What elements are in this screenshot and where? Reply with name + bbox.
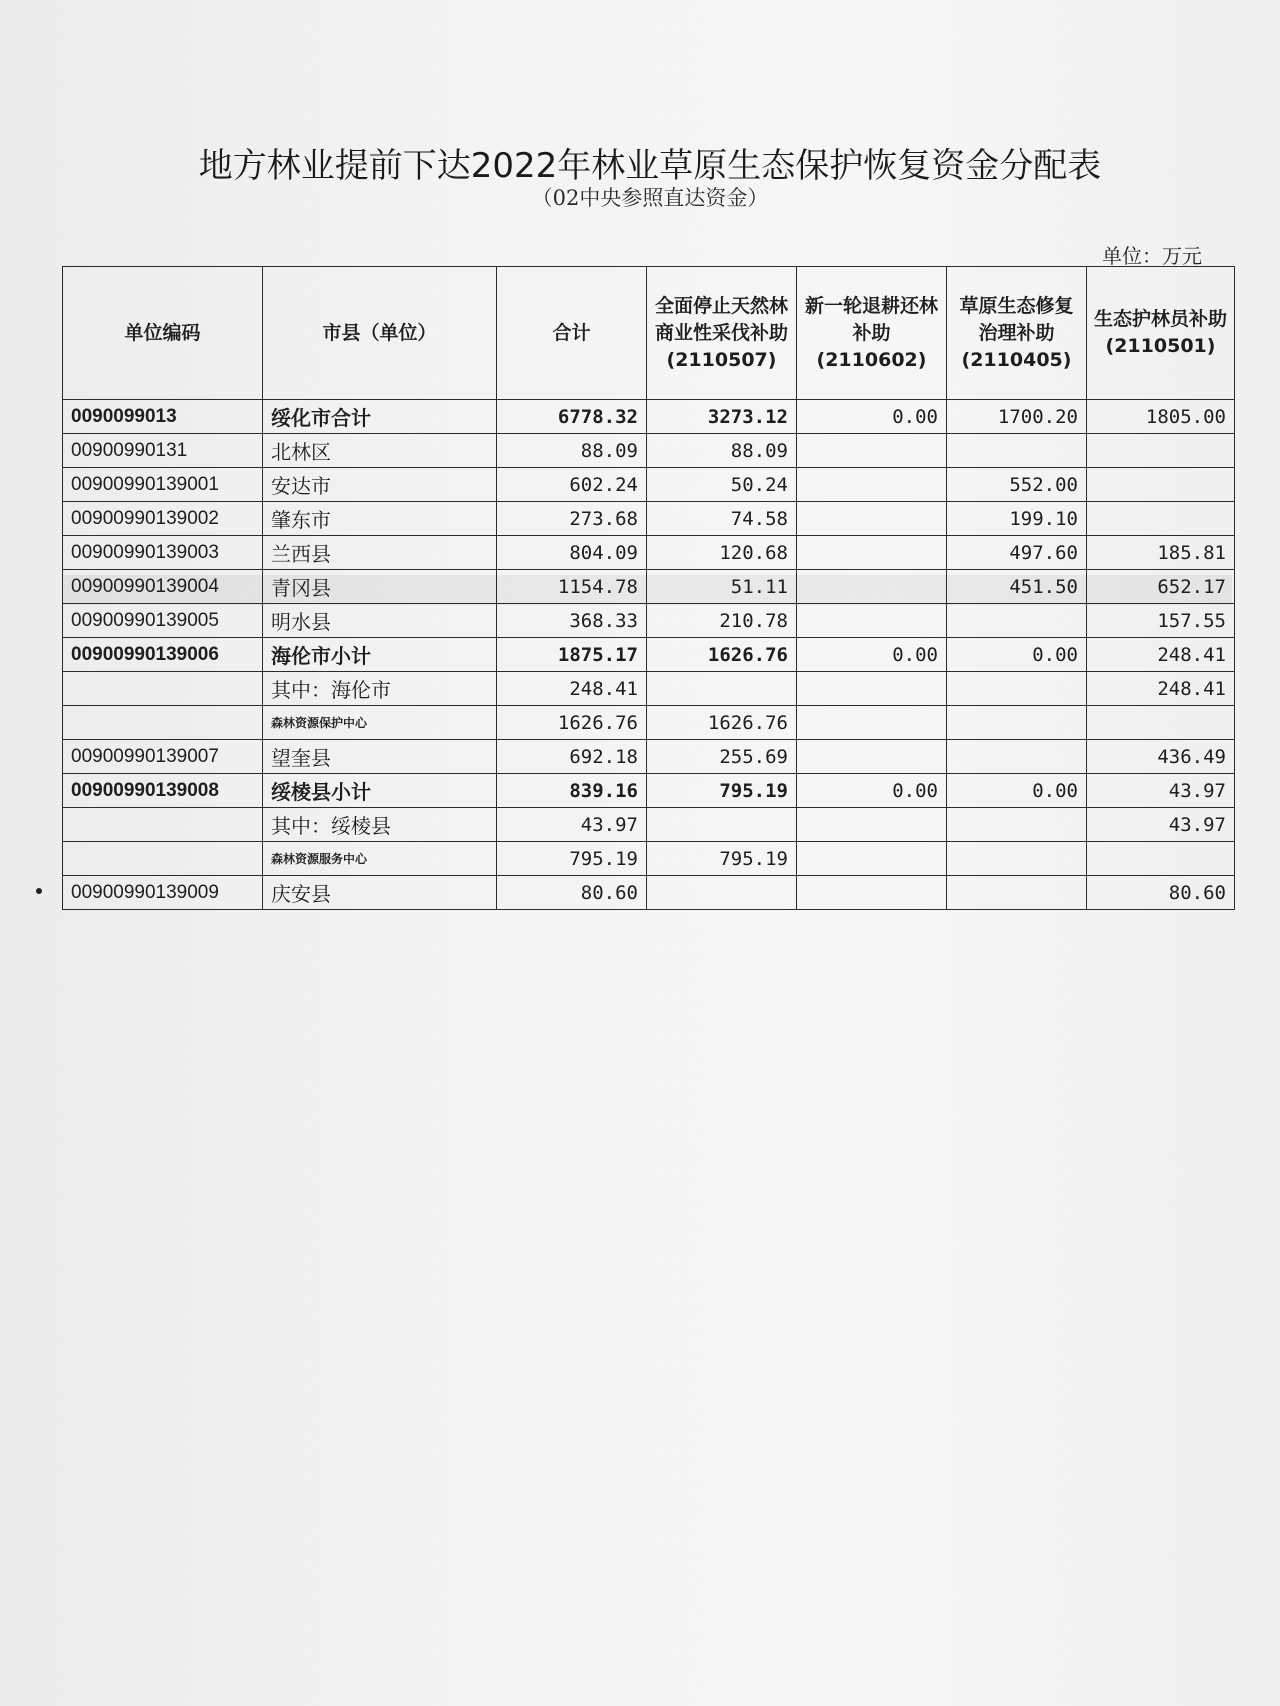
row-name: 其中：绥棱县 xyxy=(263,808,497,842)
row-grassland-restoration xyxy=(947,604,1087,638)
row-natural-forest xyxy=(647,876,797,910)
row-grassland-restoration: 1700.20 xyxy=(947,400,1087,434)
row-farmland-to-forest: 0.00 xyxy=(797,400,947,434)
row-grassland-restoration: 0.00 xyxy=(947,638,1087,672)
table-row xyxy=(63,468,1235,502)
row-grassland-restoration xyxy=(947,706,1087,740)
row-grassland-restoration xyxy=(947,740,1087,774)
table-row xyxy=(63,808,1235,842)
row-farmland-to-forest xyxy=(797,434,947,468)
row-natural-forest: 51.11 xyxy=(647,570,797,604)
row-farmland-to-forest xyxy=(797,876,947,910)
row-code: 00900990139007 xyxy=(63,740,263,774)
row-total: 368.33 xyxy=(497,604,647,638)
ink-dot xyxy=(36,888,42,894)
row-farmland-to-forest xyxy=(797,808,947,842)
row-code xyxy=(63,808,263,842)
row-farmland-to-forest xyxy=(797,706,947,740)
table-row xyxy=(63,502,1235,536)
header-code: 单位编码 xyxy=(63,267,263,400)
row-forest-ranger: 43.97 xyxy=(1087,808,1235,842)
allocation-table xyxy=(62,266,1235,910)
row-grassland-restoration xyxy=(947,808,1087,842)
header-farmland-to-forest: 新一轮退耕还林补助(2110602) xyxy=(797,267,947,400)
row-farmland-to-forest xyxy=(797,672,947,706)
row-farmland-to-forest xyxy=(797,570,947,604)
row-name: 望奎县 xyxy=(263,740,497,774)
row-name: 明水县 xyxy=(263,604,497,638)
row-code: 00900990139006 xyxy=(63,638,263,672)
table-row xyxy=(63,706,1235,740)
row-name: 其中：海伦市 xyxy=(263,672,497,706)
header-total: 合计 xyxy=(497,267,647,400)
row-code: 00900990139002 xyxy=(63,502,263,536)
row-forest-ranger: 436.49 xyxy=(1087,740,1235,774)
row-grassland-restoration: 199.10 xyxy=(947,502,1087,536)
row-code: 00900990131 xyxy=(63,434,263,468)
table-row xyxy=(63,672,1235,706)
table-row xyxy=(63,842,1235,876)
row-code: 00900990139008 xyxy=(63,774,263,808)
row-forest-ranger xyxy=(1087,468,1235,502)
row-total: 602.24 xyxy=(497,468,647,502)
row-grassland-restoration: 0.00 xyxy=(947,774,1087,808)
table-row xyxy=(63,400,1235,434)
row-total: 88.09 xyxy=(497,434,647,468)
table-row xyxy=(63,774,1235,808)
row-total: 795.19 xyxy=(497,842,647,876)
row-name: 森林资源保护中心 xyxy=(263,706,497,740)
row-grassland-restoration: 451.50 xyxy=(947,570,1087,604)
row-grassland-restoration xyxy=(947,672,1087,706)
row-forest-ranger xyxy=(1087,434,1235,468)
row-total: 1626.76 xyxy=(497,706,647,740)
row-farmland-to-forest xyxy=(797,502,947,536)
row-natural-forest: 795.19 xyxy=(647,842,797,876)
row-name: 绥化市合计 xyxy=(263,400,497,434)
row-forest-ranger: 248.41 xyxy=(1087,672,1235,706)
row-natural-forest: 120.68 xyxy=(647,536,797,570)
row-total: 804.09 xyxy=(497,536,647,570)
row-name: 海伦市小计 xyxy=(263,638,497,672)
row-code xyxy=(63,672,263,706)
row-grassland-restoration: 552.00 xyxy=(947,468,1087,502)
row-natural-forest xyxy=(647,808,797,842)
table-row xyxy=(63,638,1235,672)
header-natural-forest: 全面停止天然林商业性采伐补助(2110507) xyxy=(647,267,797,400)
row-name: 安达市 xyxy=(263,468,497,502)
row-grassland-restoration: 497.60 xyxy=(947,536,1087,570)
row-name: 兰西县 xyxy=(263,536,497,570)
table-row xyxy=(63,740,1235,774)
row-grassland-restoration xyxy=(947,876,1087,910)
row-farmland-to-forest xyxy=(797,536,947,570)
row-total: 1875.17 xyxy=(497,638,647,672)
header-name: 市县（单位） xyxy=(263,267,497,400)
row-name: 森林资源服务中心 xyxy=(263,842,497,876)
row-code xyxy=(63,706,263,740)
row-natural-forest: 1626.76 xyxy=(647,706,797,740)
row-total: 6778.32 xyxy=(497,400,647,434)
row-total: 839.16 xyxy=(497,774,647,808)
row-grassland-restoration xyxy=(947,434,1087,468)
table-row xyxy=(63,604,1235,638)
row-total: 1154.78 xyxy=(497,570,647,604)
row-name: 肇东市 xyxy=(263,502,497,536)
table-row xyxy=(63,570,1235,604)
unit-label: 单位：万元 xyxy=(1102,244,1202,268)
row-forest-ranger xyxy=(1087,842,1235,876)
row-farmland-to-forest xyxy=(797,740,947,774)
row-total: 273.68 xyxy=(497,502,647,536)
row-natural-forest: 210.78 xyxy=(647,604,797,638)
row-farmland-to-forest: 0.00 xyxy=(797,638,947,672)
row-code: 00900990139009 xyxy=(63,876,263,910)
row-name: 庆安县 xyxy=(263,876,497,910)
row-forest-ranger: 43.97 xyxy=(1087,774,1235,808)
table-header-row xyxy=(63,267,1235,400)
document-title: 地方林业提前下达2022年林业草原生态保护恢复资金分配表 xyxy=(198,146,1102,186)
table-row xyxy=(63,434,1235,468)
row-forest-ranger: 652.17 xyxy=(1087,570,1235,604)
row-total: 80.60 xyxy=(497,876,647,910)
row-name: 北林区 xyxy=(263,434,497,468)
row-farmland-to-forest xyxy=(797,468,947,502)
row-natural-forest: 74.58 xyxy=(647,502,797,536)
row-forest-ranger: 157.55 xyxy=(1087,604,1235,638)
row-natural-forest: 255.69 xyxy=(647,740,797,774)
header-forest-ranger: 生态护林员补助(2110501) xyxy=(1087,267,1235,400)
table-row xyxy=(63,536,1235,570)
row-farmland-to-forest xyxy=(797,604,947,638)
row-code: 0090099013 xyxy=(63,400,263,434)
document-subtitle: （02中央参照直达资金） xyxy=(531,186,769,210)
row-code: 00900990139005 xyxy=(63,604,263,638)
row-forest-ranger: 1805.00 xyxy=(1087,400,1235,434)
row-natural-forest xyxy=(647,672,797,706)
row-natural-forest: 88.09 xyxy=(647,434,797,468)
row-total: 43.97 xyxy=(497,808,647,842)
row-natural-forest: 50.24 xyxy=(647,468,797,502)
row-name: 青冈县 xyxy=(263,570,497,604)
row-total: 692.18 xyxy=(497,740,647,774)
row-forest-ranger: 248.41 xyxy=(1087,638,1235,672)
row-code xyxy=(63,842,263,876)
row-forest-ranger xyxy=(1087,706,1235,740)
row-name: 绥棱县小计 xyxy=(263,774,497,808)
row-farmland-to-forest xyxy=(797,842,947,876)
row-code: 00900990139004 xyxy=(63,570,263,604)
row-farmland-to-forest: 0.00 xyxy=(797,774,947,808)
header-grassland-restoration: 草原生态修复治理补助(2110405) xyxy=(947,267,1087,400)
table-row xyxy=(63,876,1235,910)
row-forest-ranger: 185.81 xyxy=(1087,536,1235,570)
row-natural-forest: 1626.76 xyxy=(647,638,797,672)
row-natural-forest: 795.19 xyxy=(647,774,797,808)
row-code: 00900990139001 xyxy=(63,468,263,502)
row-code: 00900990139003 xyxy=(63,536,263,570)
row-total: 248.41 xyxy=(497,672,647,706)
row-natural-forest: 3273.12 xyxy=(647,400,797,434)
row-forest-ranger xyxy=(1087,502,1235,536)
row-grassland-restoration xyxy=(947,842,1087,876)
row-forest-ranger: 80.60 xyxy=(1087,876,1235,910)
